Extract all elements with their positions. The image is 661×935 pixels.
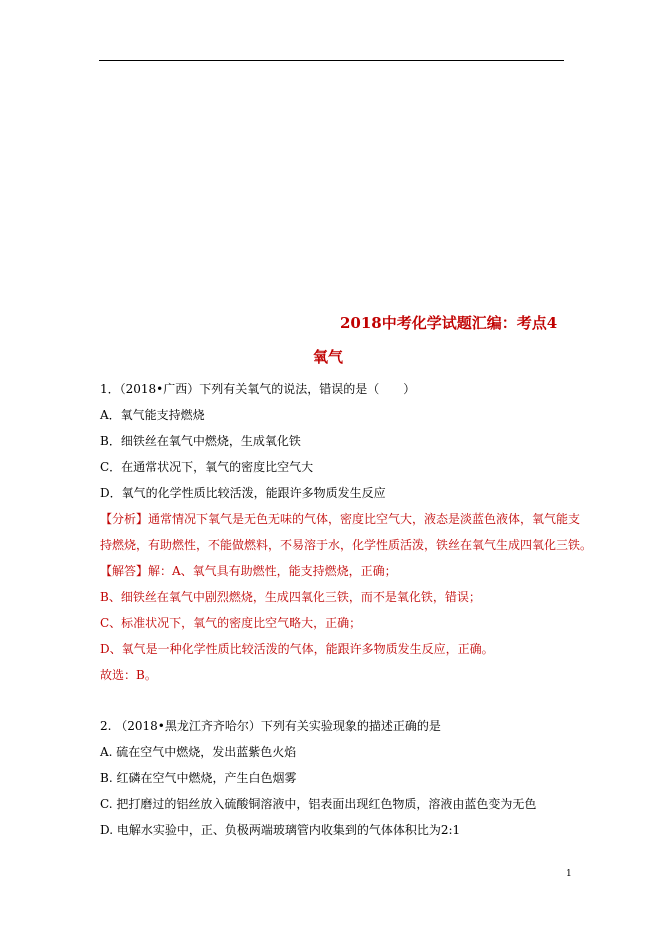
question-1-analysis-line-2: 持燃烧，有助燃性，不能做燃料，不易溶于水，化学性质活泼，铁丝在氧气生成四氧化三铁。: [100, 538, 593, 552]
question-1-option-c: C．在通常状况下，氧气的密度比空气大: [100, 460, 314, 474]
question-1-analysis-line-1: 【分析】通常情况下氧气是无色无味的气体，密度比空气大，液态是淡蓝色液体，氧气能支: [100, 512, 581, 526]
question-2-option-a: A. 硫在空气中燃烧，发出蓝紫色火焰: [100, 745, 297, 759]
question-1-stem: 1．（2018•广西）下列有关氧气的说法，错误的是（ ）: [100, 382, 416, 396]
question-1-solution-line-4: D、氧气是一种化学性质比较活泼的气体，能跟许多物质发生反应，正确。: [100, 642, 494, 656]
question-1-option-a: A．氧气能支持燃烧: [100, 408, 205, 422]
question-2-option-d: D. 电解水实验中，正、负极两端玻璃管内收集到的气体体积比为2:1: [100, 823, 461, 837]
question-2-option-c: C. 把打磨过的铝丝放入硫酸铜溶液中，铝表面出现红色物质，溶液由蓝色变为无色: [100, 797, 537, 811]
question-1-answer: 故选：B。: [100, 668, 157, 682]
header-rule: [99, 60, 564, 61]
question-1-option-b: B．细铁丝在氧气中燃烧，生成氧化铁: [100, 434, 301, 448]
question-2-option-b: B. 红磷在空气中燃烧，产生白色烟雾: [100, 771, 297, 785]
question-1-solution-line-1: 【解答】解：A、氧气具有助燃性，能支持燃烧，正确；: [100, 564, 397, 578]
question-2-stem: 2. （2018•黑龙江齐齐哈尔）下列有关实验现象的描述正确的是: [100, 719, 441, 733]
document-title: 2018中考化学试题汇编：考点4: [340, 314, 558, 332]
question-1-option-d: D．氧气的化学性质比较活泼，能跟许多物质发生反应: [100, 486, 386, 500]
question-1-solution-line-2: B、细铁丝在氧气中剧烈燃烧，生成四氧化三铁，而不是氧化铁，错误；: [100, 590, 481, 604]
question-1-solution-line-3: C、标准状况下，氧气的密度比空气略大，正确；: [100, 616, 362, 630]
document-subtitle: 氧气: [313, 348, 344, 366]
page-number: 1: [566, 869, 572, 879]
